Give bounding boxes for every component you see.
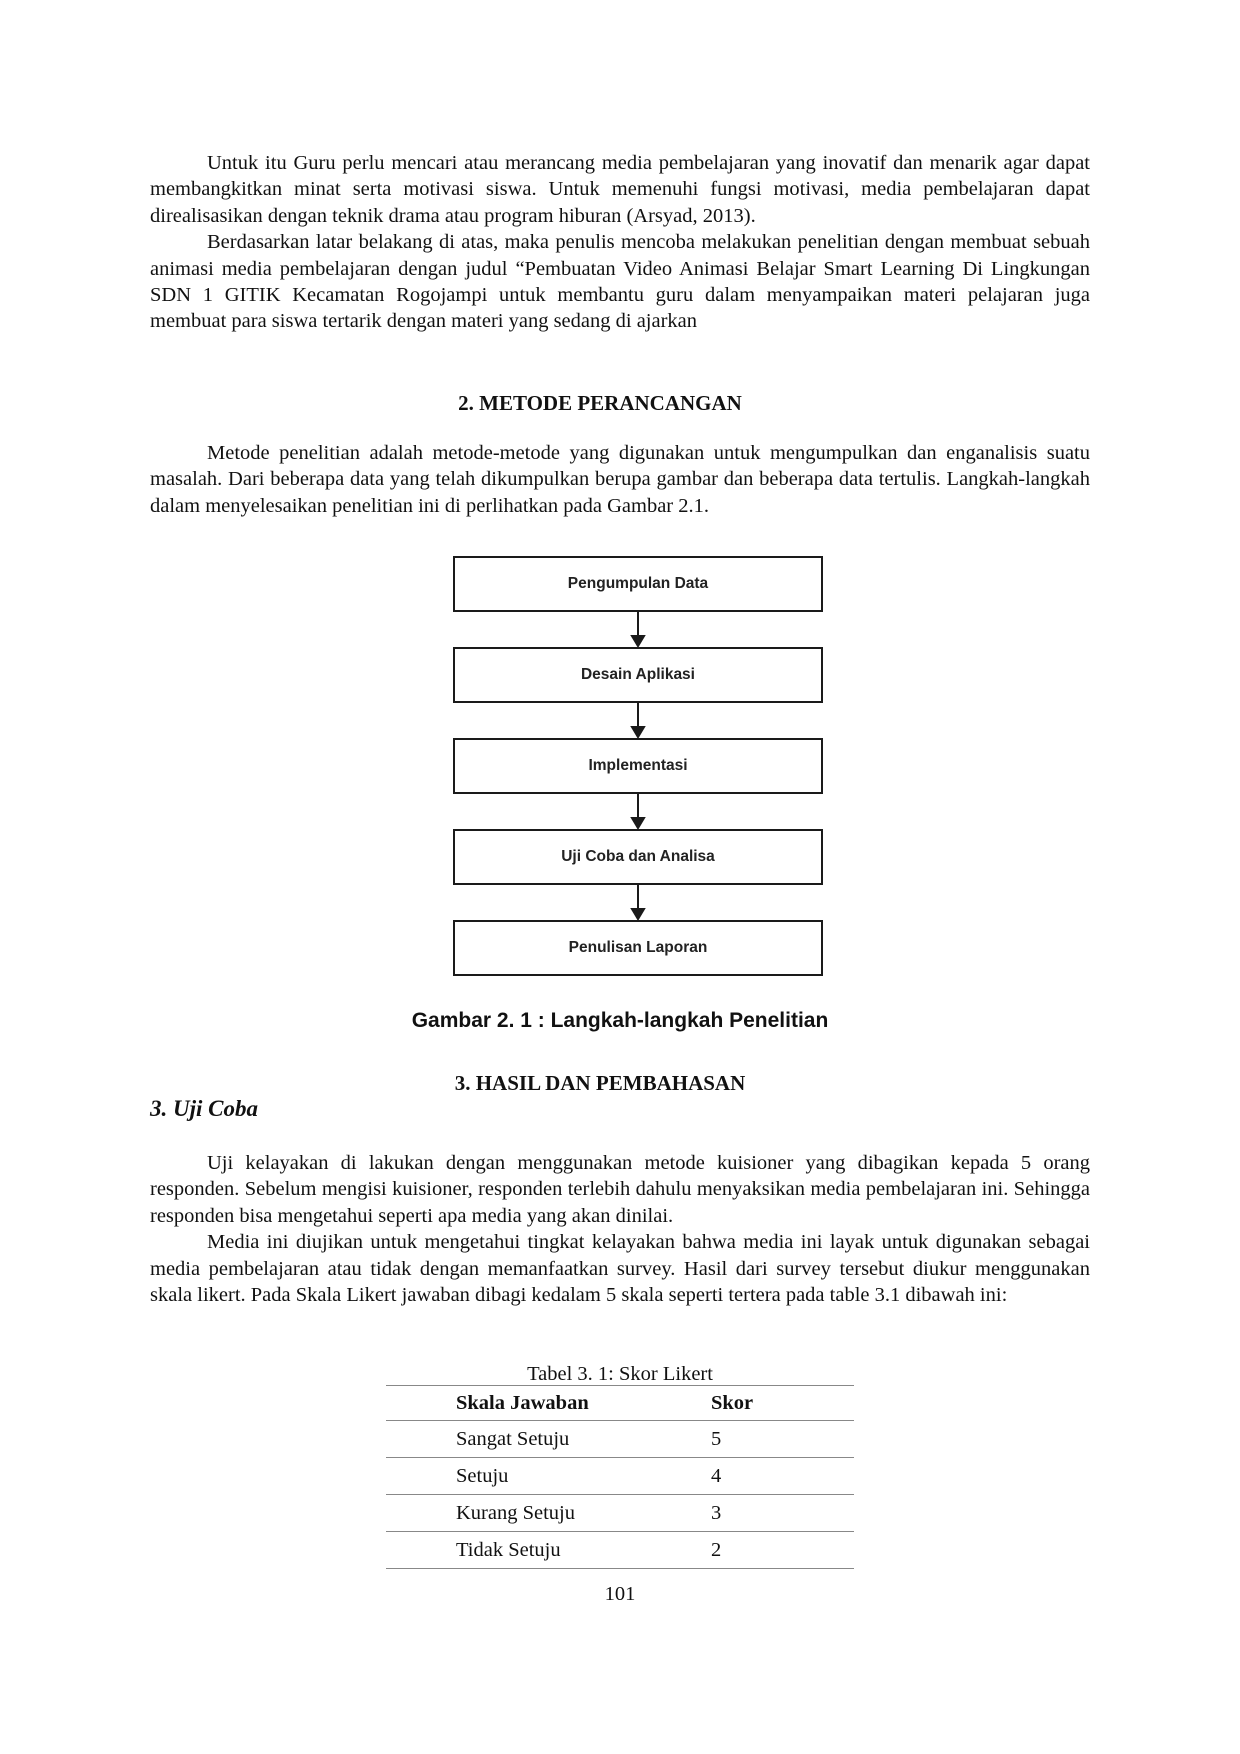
flow-arrowhead-3 [632, 818, 644, 828]
likert-table [386, 1385, 854, 1569]
table-row [386, 1532, 854, 1569]
table-cell-skor: 2 [711, 1532, 854, 1569]
flow-arrowhead-1 [632, 636, 644, 646]
table-row [386, 1421, 854, 1458]
table-cell-skor: 3 [711, 1495, 854, 1532]
table-cell-skala: Tidak Setuju [386, 1532, 711, 1569]
intro-text [150, 150, 1090, 335]
hasil-text [150, 1150, 1090, 1308]
page-number: 101 [604, 1583, 636, 1605]
section-heading-metode: 2. METODE PERANCANGAN [458, 391, 742, 415]
table-header-skala: Skala Jawaban [386, 1386, 711, 1421]
table-header-row [386, 1386, 854, 1421]
hasil-paragraph-2: Media ini diujikan untuk mengetahui tingkat kelayakan bahwa media ini layak untuk digunakan sebagai media pembelajaran atau tidak dengan memanfaatkan survey. Hasil dari survey tersebut diukur menggunakan skala likert. Pada Skala Likert jawaban dibagi kedalam 5 skala seperti tertera pada table 3.1 dibawah ini: [150, 1231, 1090, 1307]
table-row [386, 1458, 854, 1495]
flow-arrowhead-2 [632, 727, 644, 737]
flow-arrowhead-4 [632, 909, 644, 919]
hasil-paragraph-1: Uji kelayakan di lakukan dengan menggunakan metode kuisioner yang dibagikan kepada 5 orang responden. Sebelum mengisi kuisioner, responden terlebih dahulu menyaksikan media pembelajaran ini. Sehingga responden bisa mengetahui seperti apa media yang akan dinilai. [150, 1152, 1090, 1227]
table-cell-skala: Sangat Setuju [386, 1421, 711, 1458]
flow-step-desain-aplikasi: Desain Aplikasi [453, 647, 823, 703]
metode-text [150, 440, 1090, 519]
section-heading-hasil: 3. HASIL DAN PEMBAHASAN [454, 1071, 746, 1095]
figure-caption: Gambar 2. 1 : Langkah-langkah Penelitian [411, 1009, 829, 1032]
flow-step-penulisan-laporan: Penulisan Laporan [453, 920, 823, 976]
subheading-uji-coba: 3. Uji Coba [150, 1096, 258, 1121]
table-cell-skala: Setuju [386, 1458, 711, 1495]
table-row [386, 1495, 854, 1532]
intro-paragraph-2: Berdasarkan latar belakang di atas, maka penulis mencoba melakukan penelitian dengan membuat sebuah animasi media pembelajaran dengan judul “Pembuatan Video Animasi Belajar Smart Learning Di Lingkungan SDN 1 GITIK Kecamatan Rogojampi untuk membantu guru dalam menyampaikan materi pelajaran juga membuat para siswa tertarik dengan materi yang sedang di ajarkan [150, 231, 1090, 333]
flow-step-implementasi: Implementasi [453, 738, 823, 794]
metode-paragraph-1: Metode penelitian adalah metode-metode yang digunakan untuk mengumpulkan dan enganalisis suatu masalah. Dari beberapa data yang telah dikumpulkan berupa gambar dan beberapa data tertulis. Langkah-langkah dalam menyelesaikan penelitian ini di perlihatkan pada Gambar 2.1. [150, 442, 1090, 517]
table-header-skor: Skor [711, 1386, 854, 1421]
flow-step-pengumpulan-data: Pengumpulan Data [453, 556, 823, 612]
table-cell-skala: Kurang Setuju [386, 1495, 711, 1532]
table-cell-skor: 5 [711, 1421, 854, 1458]
table-caption: Tabel 3. 1: Skor Likert [527, 1363, 713, 1385]
table-cell-skor: 4 [711, 1458, 854, 1495]
intro-paragraph-1: Untuk itu Guru perlu mencari atau merancang media pembelajaran yang inovatif dan menarik agar dapat membangkitkan minat serta motivasi siswa. Untuk memenuhi fungsi motivasi, media pembelajaran dapat direalisasikan dengan teknik drama atau program hiburan (Arsyad, 2013). [150, 152, 1090, 227]
flow-step-uji-coba: Uji Coba dan Analisa [453, 829, 823, 885]
